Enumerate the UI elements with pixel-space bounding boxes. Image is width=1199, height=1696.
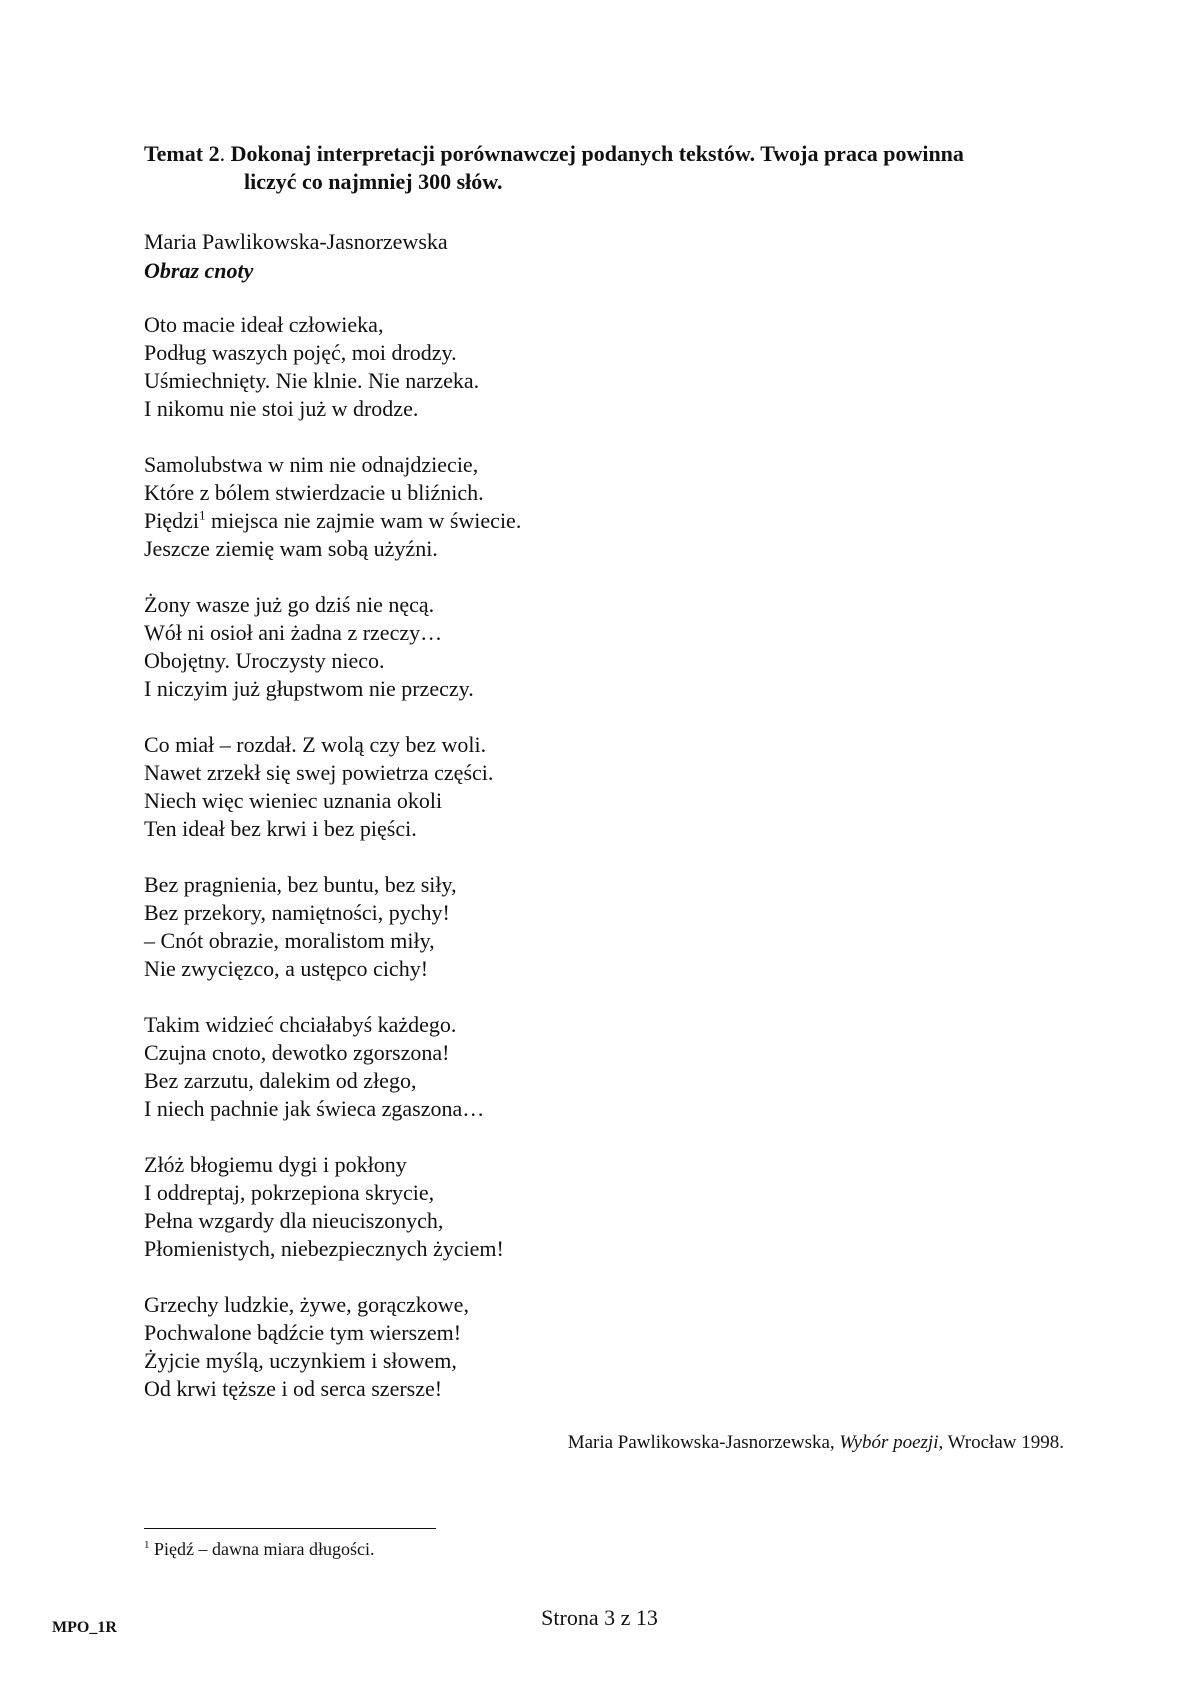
task-instruction: [144, 140, 1064, 196]
verse: Pełna wzgardy dla nieuciszonych,: [144, 1208, 444, 1233]
verse: Żony wasze już go dziś nie nęcą.: [144, 592, 435, 617]
verse: Podług waszych pojęć, moi drodzy.: [144, 340, 457, 365]
stanza-1: [144, 311, 844, 423]
task-text-line1: Dokonaj interpretacji porównawczej podanych tekstów. Twoja praca powinna: [230, 141, 964, 166]
stanza-3: [144, 591, 844, 703]
footnote-mark: 1: [144, 1539, 150, 1551]
footnote-reference: 1: [199, 507, 206, 523]
verse: Od krwi tęższe i od serca szersze!: [144, 1376, 443, 1401]
verse: Nawet zrzekł się swej powietrza części.: [144, 760, 494, 785]
verse: Płomienistych, niebezpiecznych życiem!: [144, 1236, 504, 1261]
verse: Oto macie ideał człowieka,: [144, 312, 384, 337]
verse: – Cnót obrazie, moralistom miły,: [144, 928, 435, 953]
verse-with-footnote: [144, 507, 844, 535]
footnote: [144, 1537, 374, 1561]
verse: Bez zarzutu, dalekim od złego,: [144, 1068, 417, 1093]
verse: Takim widzieć chciałabyś każdego.: [144, 1012, 457, 1037]
verse: Co miał – rozdał. Z wolą czy bez woli.: [144, 732, 487, 757]
source-author: Maria Pawlikowska-Jasnorzewska,: [567, 1432, 840, 1453]
source-book-title: Wybór poezji: [839, 1432, 939, 1453]
verse: Wół ni osioł ani żadna z rzeczy…: [144, 620, 443, 645]
poem-body: [144, 311, 844, 1431]
verse: Złóż błogiemu dygi i pokłony: [144, 1152, 407, 1177]
stanza-7: [144, 1151, 844, 1263]
verse: Obojętny. Uroczysty nieco.: [144, 648, 385, 673]
verse: Pochwalone bądźcie tym wierszem!: [144, 1320, 462, 1345]
exam-code: MPO_1R: [52, 1619, 117, 1636]
footnote-text: Piędź – dawna miara długości.: [149, 1539, 375, 1559]
verse-rest: miejsca nie zajmie wam w świecie.: [205, 508, 522, 533]
stanza-8: [144, 1291, 844, 1403]
stanza-4: [144, 731, 844, 843]
footnote-divider: [144, 1528, 436, 1529]
source-rest: , Wrocław 1998.: [938, 1432, 1064, 1453]
verse: I niczyim już głupstwom nie przeczy.: [144, 676, 474, 701]
verse: Które z bólem stwierdzacie u bliźnich.: [144, 480, 484, 505]
stanza-2: [144, 451, 844, 563]
poem-author: Maria Pawlikowska-Jasnorzewska: [144, 229, 448, 254]
verse-start: Piędzi: [144, 508, 199, 533]
verse: Grzechy ludzkie, żywe, gorączkowe,: [144, 1292, 469, 1317]
verse: Żyjcie myślą, uczynkiem i słowem,: [144, 1348, 457, 1373]
verse: I niech pachnie jak świeca zgaszona…: [144, 1096, 485, 1121]
verse: Czujna cnoto, dewotko zgorszona!: [144, 1040, 450, 1065]
verse: I nikomu nie stoi już w drodze.: [144, 396, 419, 421]
task-text-line2: liczyć co najmniej 300 słów.: [244, 169, 503, 194]
task-label: Temat 2: [144, 141, 220, 166]
verse: Jeszcze ziemię wam sobą użyźni.: [144, 536, 438, 561]
verse: Bez przekory, namiętności, pychy!: [144, 900, 450, 925]
page-number: Strona 3 z 13: [541, 1605, 658, 1630]
verse: Samolubstwa w nim nie odnajdziecie,: [144, 452, 479, 477]
verse: Bez pragnienia, bez buntu, bez siły,: [144, 872, 457, 897]
stanza-6: [144, 1011, 844, 1123]
source-citation: [568, 1430, 1064, 1456]
verse: Nie zwycięzco, a ustępco cichy!: [144, 956, 429, 981]
verse: Niech więc wieniec uznania okoli: [144, 788, 443, 813]
poem-title: Obraz cnoty: [144, 258, 254, 283]
verse: Uśmiechnięty. Nie klnie. Nie narzeka.: [144, 368, 480, 393]
stanza-5: [144, 871, 844, 983]
verse: I oddreptaj, pokrzepiona skrycie,: [144, 1180, 435, 1205]
verse: Ten ideał bez krwi i bez pięści.: [144, 816, 417, 841]
task-separator: .: [219, 141, 231, 166]
